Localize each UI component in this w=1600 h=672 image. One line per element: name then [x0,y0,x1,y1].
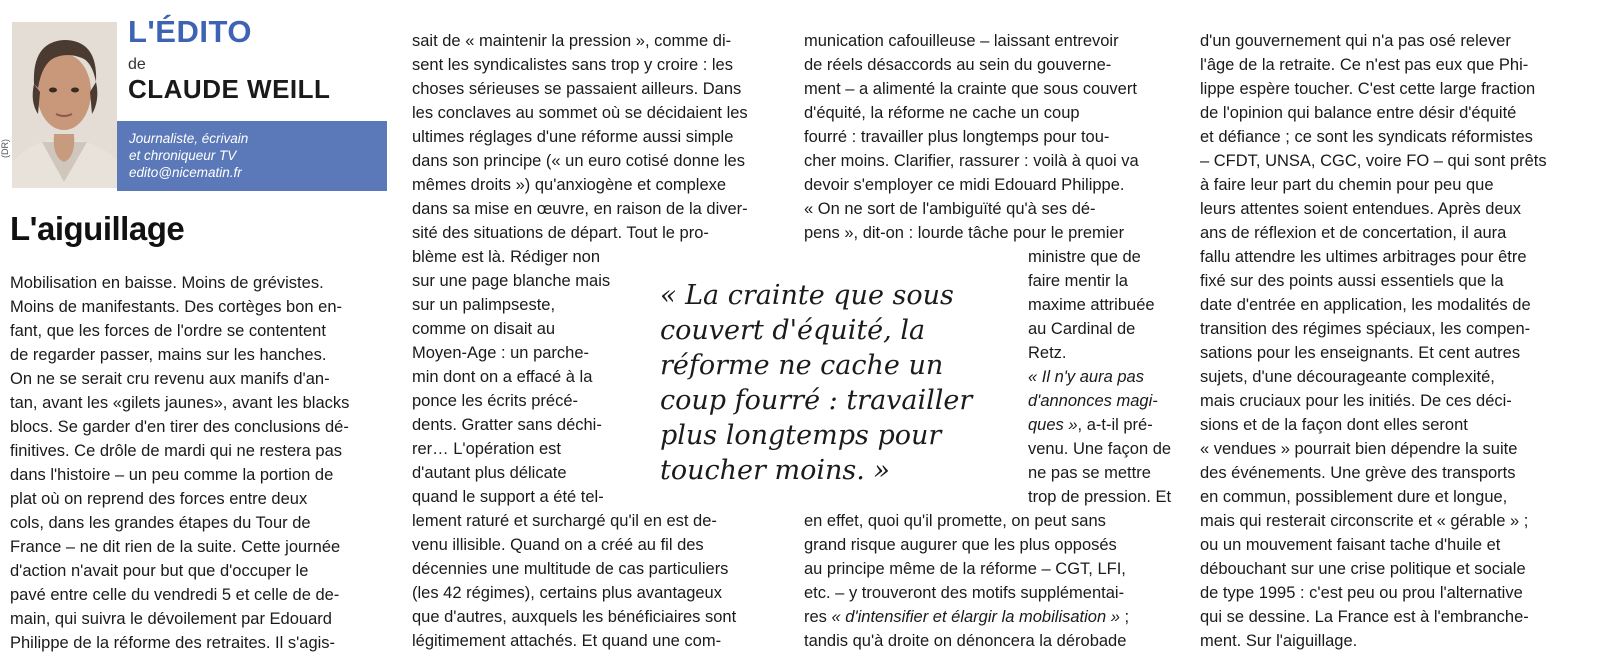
body-line: fixé sur des points aussi essentiels que la [1200,272,1504,290]
body-line: (les 42 régimes), certains plus avantageux [412,584,722,602]
body-line: min dont on a effacé à la [412,368,593,386]
body-line: dans son principe (« un euro cotisé donne les [412,152,745,170]
body-line: en effet, quoi qu'il promette, on peut sans [804,512,1106,530]
body-line: ultimes réglages d'une réforme aussi simple [412,128,734,146]
body-line: tandis qu'à droite on dénoncera la dérobade [804,632,1127,650]
body-fragment: ; [1119,608,1130,626]
body-line: ne pas se mettre [1028,464,1151,482]
body-line: tan, avant les «gilets jaunes», avant les blacks [10,394,350,412]
photo-credit: (DR) [0,139,10,158]
body-line: France – ne dit rien de la suite. Cette journée [10,538,341,556]
body-line: mais qui resterait circonscrite et « gérable » ; [1200,512,1529,530]
body-line: de l'opinion qui balance entre désir d'équité [1200,104,1517,122]
body-line: trop de pression. Et [1028,488,1172,506]
body-line: « vendues » pourrait bien dépendre la suite [1200,440,1518,458]
body-line: sujets, d'une décourageante complexité, [1200,368,1495,386]
body-line: et défiance ; ce sont les syndicats réformistes [1200,128,1533,146]
body-line: Moyen-Age : un parche- [412,344,590,362]
body-line: ment. Sur l'aiguillage. [1200,632,1358,650]
body-line: transition des régimes spéciaux, les compen- [1200,320,1531,338]
body-line: Philippe de la réforme des retraites. Il s'agis- [10,634,336,652]
body-line: rer… L'opération est [412,440,561,458]
body-line: sions et de la façon dont elles seront [1200,416,1468,434]
author-info-line: Journaliste, écrivain [129,131,249,146]
body-line: cher moins. Clarifier, rassurer : voilà à quoi va [804,152,1139,170]
quote-fragment: ques » [1028,416,1078,434]
body-line: comme on disait au [412,320,556,338]
pull-quote-line: réforme ne cache un [660,350,944,381]
body-line: venu. Une façon de [1028,440,1172,458]
pull-quote-line: « La crainte que sous [660,280,954,311]
body-line: etc. – y trouveront des motifs supplémentai- [804,584,1125,602]
body-line: dans l'histoire – un peu comme la portion de [10,466,334,484]
body-line: venu illisible. Quand on a créé au fil des [412,536,704,554]
body-line: – CFDT, UNSA, CGC, voire FO – qui sont prêts [1200,152,1547,170]
body-line: de réels désaccords au sein du gouverne- [804,56,1112,74]
body-line: des événements. Une grève des transports [1200,464,1516,482]
body-line: ment – a alimenté la crainte que sous couvert [804,80,1137,98]
author-name: CLAUDE WEILL [128,74,331,104]
author-email: edito@nicematin.fr [129,165,242,180]
body-line: date d'entrée en application, les modalités de [1200,296,1531,314]
body-line: sur un palimpseste, [412,296,556,314]
body-line: blème est là. Rédiger non [412,248,601,266]
body-line: fallu attendre les ultimes arbitrages pour être [1200,248,1527,266]
body-line: « On ne sort de l'ambiguïté qu'à ses dé- [804,200,1096,218]
body-line: plat où on reprend des forces entre deux [10,490,308,508]
body-line: fant, que les forces de l'ordre se contentent [10,322,326,340]
body-line [1028,413,1153,437]
body-line: On ne se serait cru revenu aux manifs d'an- [10,370,330,388]
body-line: sations pour les enseignants. Et cent autres [1200,344,1521,362]
body-line: ans de réflexion et de concertation, il aura [1200,224,1507,242]
pull-quote-line: coup fourré : travailler [660,385,973,416]
body-line: finitives. Ce drôle de mardi qui ne restera pas [10,442,342,460]
body-line: main, qui suivra le dévoilement par Edouard [10,610,332,628]
body-line: d'équité, la réforme ne cache un coup [804,104,1080,122]
body-line: de type 1995 : c'est peu ou prou l'alternative [1200,584,1523,602]
byline-prefix: de [128,56,146,73]
body-line: Mobilisation en baisse. Moins de grévistes. [10,274,324,292]
body-line: d'action n'avait pour but que d'occuper le [10,562,309,580]
body-line: décennies une multitude de cas particuliers [412,560,729,578]
body-line: sité des situations de départ. Tout le pro- [412,224,709,242]
body-fragment: res [804,608,832,626]
body-line: débouchant sur une crise politique et sociale [1200,560,1526,578]
pull-quote-line: plus longtemps pour [660,420,942,451]
body-line: au Cardinal de [1028,320,1136,338]
body-line: au principe même de la réforme – CGT, LFI, [804,560,1126,578]
body-line: à faire leur part du chemin pour peu que [1200,176,1494,194]
body-line: grand risque augurer que les plus opposés [804,536,1117,554]
quote-line: « Il n'y aura pas [1028,368,1144,386]
body-line: en commun, possiblement dure et longue, [1200,488,1508,506]
author-photo [12,22,117,188]
quote-line: d'annonces magi- [1028,392,1158,410]
body-line: ministre que de [1028,248,1141,266]
body-fragment: , a-t-il pré- [1077,416,1153,434]
body-line: ou un mouvement faisant tache d'huile et [1200,536,1501,554]
body-line: Moins de manifestants. Des cortèges bon en- [10,298,343,316]
body-line: dans sa mise en œuvre, en raison de la diver- [412,200,748,218]
body-line: que d'autres, auxquels les bénéficiaires sont [412,608,737,626]
body-line: Retz. [1028,344,1067,362]
body-line: leurs attentes soient entendues. Après deux [1200,200,1522,218]
body-line: de regarder passer, mains sur les hanches. [10,346,327,364]
body-line: munication cafouilleuse – laissant entrevoir [804,32,1119,50]
body-line [804,605,1129,629]
body-line: qui se dessine. La France est à l'embranche- [1200,608,1529,626]
body-line: d'un gouvernement qui n'a pas osé relever [1200,32,1511,50]
body-line: mais cruciaux pour les initiés. De ces déci- [1200,392,1512,410]
body-line: sait de « maintenir la pression », comme di- [412,32,732,50]
body-line: blocs. Se garder d'en tirer des conclusions dé- [10,418,349,436]
body-line: ponce les écrits précé- [412,392,578,410]
body-line: pavé entre celle du vendredi 5 et celle de de- [10,586,340,604]
headline: L'aiguillage [10,210,185,247]
body-line: pens », dit-on : lourde tâche pour le premier [804,224,1125,242]
body-line: maxime attribuée [1028,296,1155,314]
body-line: sur une page blanche mais [412,272,611,290]
body-line: fourré : travailler plus longtemps pour tou- [804,128,1110,146]
pull-quote-line: toucher moins. » [660,455,890,486]
pull-quote-line: couvert d'équité, la [660,315,926,346]
body-line: cols, dans les grandes étapes du Tour de [10,514,311,532]
body-line: devoir s'employer ce midi Edouard Philippe. [804,176,1125,194]
author-info-box [117,121,387,191]
body-line: faire mentir la [1028,272,1128,290]
section-kicker: L'ÉDITO [128,14,252,49]
author-info-line: et chroniqueur TV [129,148,237,163]
body-line: lement raturé et surchargé qu'il en est de- [412,512,717,530]
body-line: choses sérieuses se passaient ailleurs. Dans [412,80,742,98]
body-line: lippe espère toucher. C'est cette large fraction [1200,80,1536,98]
body-line: légitimement attachés. Et quand une com- [412,632,722,650]
body-line: dents. Gratter sans déchi- [412,416,602,434]
body-line: d'autant plus délicate [412,464,567,482]
body-line: l'âge de la retraite. Ce n'est pas eux que Phi- [1200,56,1529,74]
quote-fragment: « d'intensifier et élargir la mobilisation » [831,608,1120,626]
body-line: quand le support a été tel- [412,488,604,506]
body-line: les conclaves au sommet où se décidaient les [412,104,748,122]
body-line: mêmes droits ») qu'anxiogène et complexe [412,176,727,194]
body-line: sent les syndicalistes sans trop y croire : les [412,56,733,74]
